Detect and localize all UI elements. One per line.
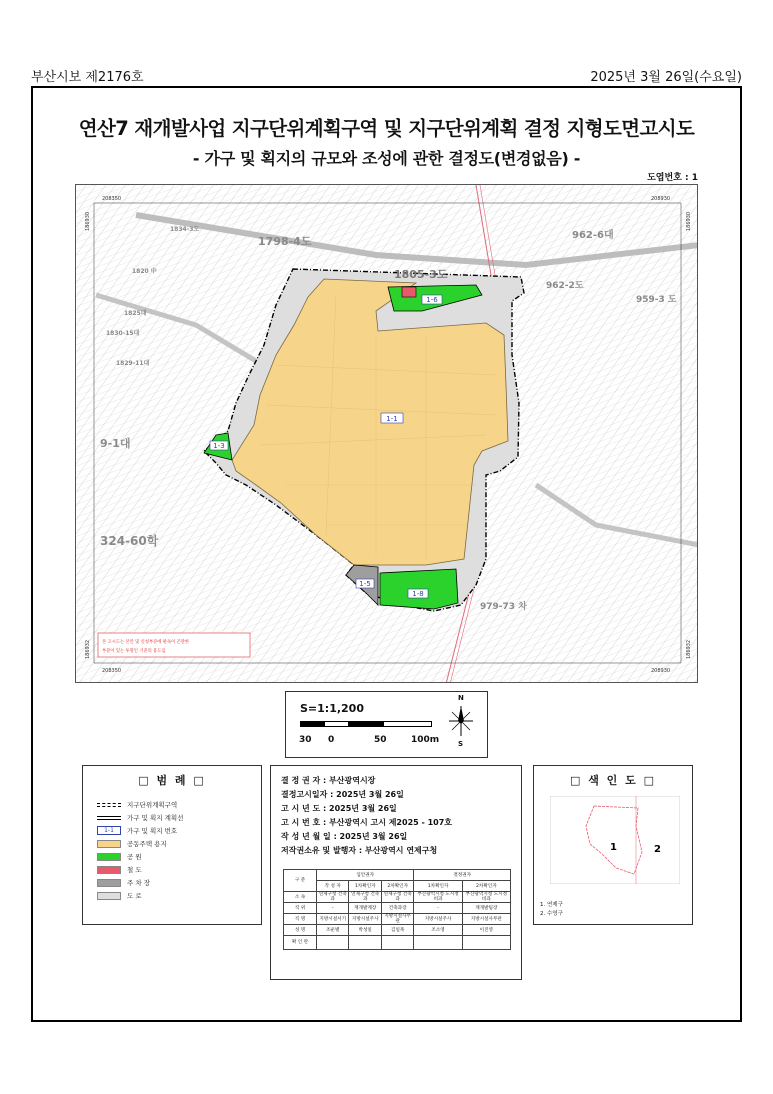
legend-item: 공동주택 용지 — [97, 837, 261, 850]
block-label-park-south: 1-8 — [412, 590, 424, 598]
coord-left-top: 186930 — [85, 211, 91, 231]
created-date: 작 성 년 월 일 : 2025년 3월 26일 — [281, 832, 408, 841]
legend-item: 공 원 — [97, 850, 261, 863]
index-map-title: □ 색 인 도 □ — [570, 774, 656, 787]
table-header: 작 성 자 — [317, 881, 349, 892]
index-note: 2. 수영구 — [540, 911, 563, 917]
place-label: 979-73 차 — [480, 602, 527, 612]
index-sheet-2: 2 — [654, 844, 661, 855]
north-label: N — [458, 694, 464, 702]
copyright-publisher: 저작권소유 및 발행자 : 부산광역시 연제구청 — [281, 846, 438, 855]
table-header: 구 분 — [284, 870, 317, 892]
index-map-panel — [533, 765, 693, 925]
scale-tick: 0 — [328, 735, 335, 745]
boundary-symbol-icon — [97, 803, 121, 807]
place-label: 1820 中 — [132, 268, 157, 275]
table-header: 2차확인자 — [462, 881, 510, 892]
table-header: 결정권자 — [414, 870, 511, 881]
table-row: 성 명 조운별 박성일 김일목 조소영 이진영 — [284, 925, 511, 936]
block-label-parking: 1-5 — [359, 580, 371, 588]
map-panel — [75, 184, 698, 683]
legend-item: 가구 및 획지 계획선 — [97, 811, 261, 824]
place-label: 1830-15대 — [106, 330, 140, 337]
number-symbol-icon: 1-1 — [97, 826, 121, 835]
scale-label: S=1:1,200 — [300, 702, 364, 715]
block-label-park-west: 1-3 — [213, 442, 225, 450]
road-swatch-icon — [97, 892, 121, 900]
scale-panel — [285, 691, 488, 758]
place-label: 1805-3도 — [394, 268, 448, 281]
bulletin-date: 2025년 3월 26일(수요일) — [590, 70, 742, 85]
map-canvas — [76, 185, 698, 683]
legend-item: 도 로 — [97, 889, 261, 902]
table-header: 1차확인자 — [349, 881, 381, 892]
coord-right-bottom: 186932 — [686, 639, 692, 659]
approval-table — [283, 869, 511, 950]
notice-line: 본 고시도는 본안 및 신청부분에 판독이 곤란한 — [102, 640, 190, 645]
legend-panel — [82, 765, 262, 925]
railway-parcel — [402, 287, 416, 297]
scale-tick: 50 — [374, 735, 387, 745]
parking-swatch-icon — [97, 879, 121, 887]
legend-item: 지구단위계획구역 — [97, 798, 261, 811]
notice-date: 결정고시일자 : 2025년 3월 26일 — [281, 790, 404, 799]
index-note: 1. 연제구 — [540, 902, 563, 908]
coord-top-right: 208930 — [651, 196, 671, 202]
main-title: 연산7 재개발사업 지구단위계획구역 및 지구단위계획 결정 지형도면고시도 — [78, 117, 695, 140]
railway-swatch-icon — [97, 866, 121, 874]
notice-number: 고 시 번 호 : 부산광역시 고시 제2025 - 107호 — [281, 818, 453, 827]
coord-top-left: 208350 — [102, 196, 122, 202]
place-label: 1798-4도 — [258, 235, 312, 248]
coord-bottom-left: 208350 — [102, 668, 122, 674]
sub-title: - 가구 및 획지의 규모와 조성에 관한 결정도(변경없음) - — [192, 149, 581, 168]
south-label: S — [458, 740, 464, 748]
coord-left-bottom: 186932 — [85, 639, 91, 659]
legend-item: 주 차 장 — [97, 876, 261, 889]
index-map-canvas — [550, 796, 680, 884]
notice-info-panel — [270, 765, 522, 980]
place-label: 1834-3도 — [170, 226, 200, 233]
place-label: 9-1대 — [100, 437, 131, 450]
place-label: 962-2도 — [546, 281, 584, 291]
drawing-number: 도엽번호 : 1 — [647, 173, 698, 183]
north-arrow-icon — [446, 702, 476, 738]
scale-tick: 30 — [299, 735, 312, 745]
block-label-main: 1-1 — [386, 415, 398, 423]
table-row: 소 속 연제구청 건축과 연제구청 건축과 연제구청 건축과 부산광역시청 도시정비과 부산광역시청 도시정비과 — [284, 892, 511, 903]
bulletin-issue: 부산시보 제2176호 — [31, 70, 144, 85]
park-swatch-icon — [97, 853, 121, 861]
table-header: 2차확인자 — [381, 881, 413, 892]
place-label: 324-60학 — [100, 534, 159, 548]
decision-authority: 결 정 권 자 : 부산광역시장 — [281, 776, 376, 785]
coord-bottom-right: 208930 — [651, 668, 671, 674]
notice-year: 고 시 년 도 : 2025년 3월 26일 — [281, 804, 397, 813]
table-row: 직 위 - 재개발계장 건축과장 - 재개발팀장 — [284, 903, 511, 914]
notice-line: 부분이 있는 투명인 기준의 용도임 — [102, 649, 166, 654]
table-header: 1차확인자 — [414, 881, 462, 892]
legend-item: 1-1 가구 및 획지 번호 — [97, 824, 261, 837]
place-label: 959-3 도 — [636, 295, 677, 305]
plan-line-symbol-icon — [97, 816, 121, 820]
table-row: 확 인 란 — [284, 936, 511, 950]
scale-bar — [300, 721, 432, 727]
block-label-park-north: 1-6 — [426, 296, 438, 304]
place-label: 1825대 — [124, 310, 147, 317]
legend-title: □ 범 례 □ — [138, 774, 206, 787]
table-row: 직 명 지방시설서기 지방시설주사 지방시설사무관 지방시설주사 지방시설사무관 — [284, 914, 511, 925]
scale-tick: 100m — [411, 735, 440, 745]
coord-right-top: 186930 — [686, 211, 692, 231]
place-label: 1829-11대 — [116, 360, 150, 367]
index-sheet-1: 1 — [610, 842, 617, 853]
place-label: 962-6대 — [572, 230, 614, 241]
legend-item: 철 도 — [97, 863, 261, 876]
housing-swatch-icon — [97, 840, 121, 848]
table-header: 입안권자 — [317, 870, 414, 881]
